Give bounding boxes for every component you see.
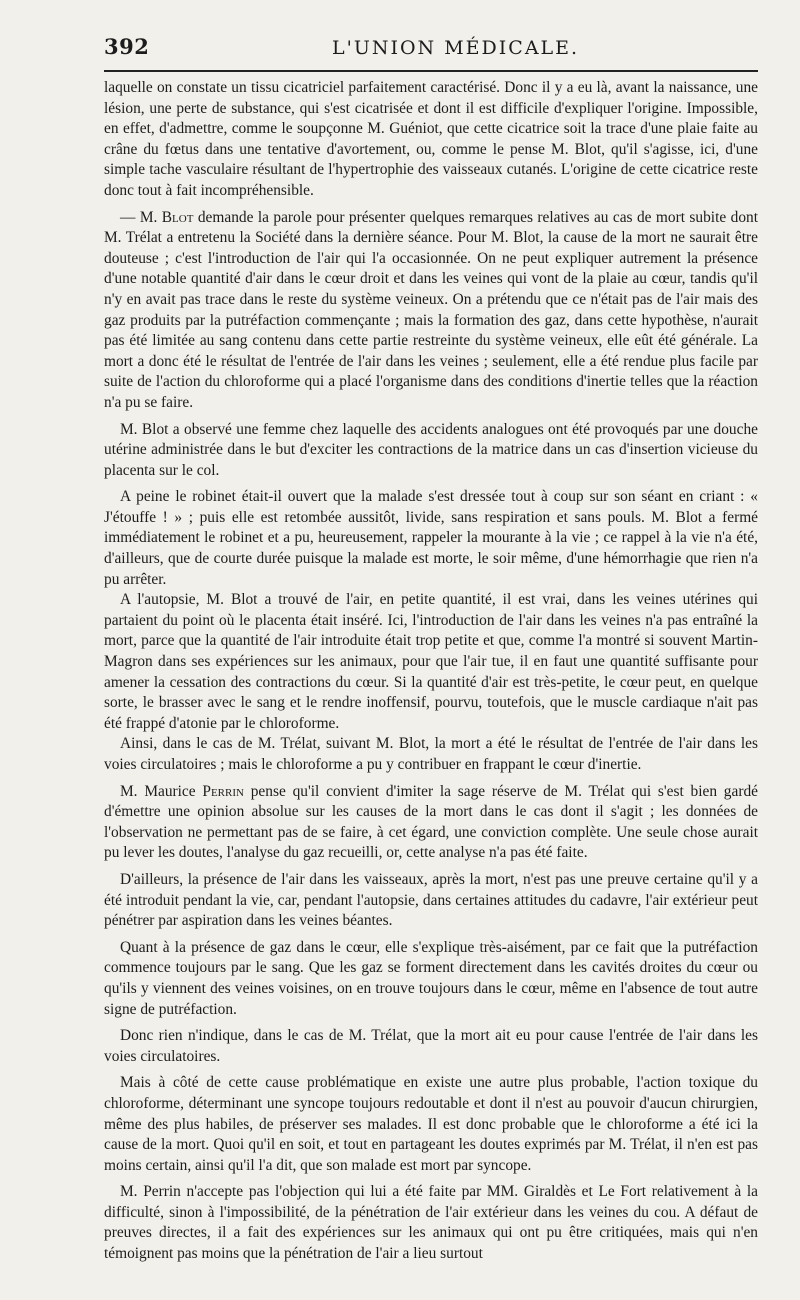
paragraph-2 [104,208,758,414]
paragraph-4: A peine le robinet était-il ouvert que la malade s'est dressée tout à coup sur son séant en criant : « J'étouffe ! » ; puis elle est retombée aussitôt, livide, sans respiration et sans pouls. M. Blot a fermé immédiatement le robinet et a pu, heureusement, rappeler la mourante à la vie ; ce rappel à la vie n'a été, d'ailleurs, que de courte durée puisque la malade est morte, le soir même, d'une hémorrhagie que rien n'a pu arrêter. [104,488,758,588]
paragraph-12: M. Perrin n'accepte pas l'objection qui lui a été faite par MM. Giraldès et Le Fort relativement à la difficulté, sinon à l'impossibilité, de la pénétration de l'air extérieur dans les veines du cou. A défaut de preuves directes, il a fait des expériences sur les animaux qui ont pu être critiquées, mais qui n'en témoignent pas moins que la pénétration de l'air a lieu surtout [104,1183,758,1263]
paragraph-9: Quant à la présence de gaz dans le cœur, elle s'explique très-aisément, par ce fait que la putréfaction commence toujours par le sang. Que les gaz se forment directement dans les cavités droites du cœur ou qu'ils y viennent des veines voisines, on en trouve toujours dans le cœur, même en l'absence de tout autre signe de putréfaction. [104,938,758,1018]
paragraph-10: Donc rien n'indique, dans le cas de M. Trélat, que la mort ait eu pour cause l'entrée de l'air dans les voies circulatoires. [104,1027,758,1065]
article-body [104,78,758,1265]
paragraph-2-text: demande la parole pour présenter quelques remarques relatives au cas de mort subite dont M. Trélat a entretenu la Société dans la dernière séance. Pour M. Blot, la cause de la mort ne saurait être douteuse ; c'est l'introduction de l'air qui l'a occasionnée. On ne peut expliquer autrement la présence d'une notable quantité d'air dans le cœur droit et dans les veines qui vont de la plaie au cœur, tandis qu'il n'y en avait pas trace dans le reste du système veineux. On a prétendu que ce n'était pas de l'air mais des gaz produits par la putréfaction commençante ; mais la formation des gaz, dans cette hypothèse, n'aurait pas été limitée au sang contenu dans cette partie restreinte du système veineux, elle eût été générale. La mort a donc été le résultat de l'entrée de l'air dans les veines ; seulement, elle a été rendue plus facile par suite de l'action du chloroforme qui a placé l'organisme dans des conditions d'inertie telles que la réaction n'a pu se faire. [104,208,758,411]
speaker-name-blot: Blot [161,208,194,226]
paragraph-7 [104,782,758,864]
paragraph-7-lead: M. Maurice [120,782,203,800]
paragraph-1: laquelle on constate un tissu cicatriciel parfaitement caractérisé. Donc il y a eu là, avant la naissance, une lésion, une perte de substance, qui s'est cicatrisée et dont il est difficile d'expliquer l'origine. Impossible, en effet, d'admettre, comme le soupçonne M. Guéniot, que cette cicatrice soit la trace d'une plaie faite au crâne du fœtus dans une tentative d'avortement, ou, comme le pense M. Blot, qu'il s'agisse, ici, d'une simple tache vasculaire résultant de l'hypertrophie des vaisseaux cutanés. L'origine de cette cicatrice reste donc tout à fait incompréhensible. [104,79,758,199]
paragraph-2-lead: — M. [120,208,162,226]
paragraph-5: A l'autopsie, M. Blot a trouvé de l'air, en petite quantité, il est vrai, dans les veines utérines qui partaient du point où le placenta était inséré. Ici, l'introduction de l'air dans les veines n'a pas entraîné la mort, parce que la quantité de l'air introduite était trop petite et que, comme l'a montré si souvent Martin-Magron dans ses expériences sur les animaux, pour que l'air tue, il en faut une quantité suffisante pour amener la cessation des contractions du cœur. Si la quantité d'air est très-petite, le cœur peut, en quelque sorte, le brasser avec le sang et le rendre inoffensif, pourvu, toutefois, que le muscle cardiaque n'ait pas été frappé d'atonie par le chloroforme. [104,591,758,732]
page-number: 392 [104,34,150,59]
speaker-name-perrin: Perrin [202,782,244,800]
running-title: L'UNION MÉDICALE. [332,37,580,59]
paragraph-11: Mais à côté de cette cause problématique en existe une autre plus probable, l'action toxique du chloroforme, déterminant une syncope toujours redoutable et dont il n'est au pouvoir d'aucun chirurgien, même des plus habiles, de préserver ses malades. Il est donc probable que le chloroforme a été ici la cause de la mort. Quoi qu'il en soit, et tout en partageant les doutes exprimés par M. Trélat, il n'en est pas moins certain, ainsi qu'il l'a dit, que son malade est mort par syncope. [104,1074,758,1174]
paragraph-6: Ainsi, dans le cas de M. Trélat, suivant M. Blot, la mort a été le résultat de l'entrée de l'air dans les voies circulatoires ; mais le chloroforme a pu y contribuer en frappant le cœur d'inertie. [104,735,758,773]
paragraph-3: M. Blot a observé une femme chez laquelle des accidents analogues ont été provoqués par une douche utérine administrée dans le but d'exciter les contractions de la matrice dans un cas d'insertion vicieuse du placenta sur le col. [104,420,758,479]
paragraph-8: D'ailleurs, la présence de l'air dans les vaisseaux, après la mort, n'est pas une preuve certaine qu'il y a été introduit pendant la vie, car, pendant l'autopsie, dans certaines attitudes du cadavre, l'air extérieur peut pénétrer par aspiration dans les veines béantes. [104,870,758,930]
header-rule [104,70,758,72]
paragraph-7-text: pense qu'il convient d'imiter la sage réserve de M. Trélat qui s'est bien gardé d'émettre une opinion absolue sur les causes de la mort dans le cas dont il s'agit ; les données de l'observation ne permettant pas de se faire, à cet égard, une conviction complète. Une seule chose aurait pu lever les doutes, l'analyse du gaz recueilli, or, cette analyse n'a pas été faite. [104,782,758,862]
page-header [104,34,758,66]
